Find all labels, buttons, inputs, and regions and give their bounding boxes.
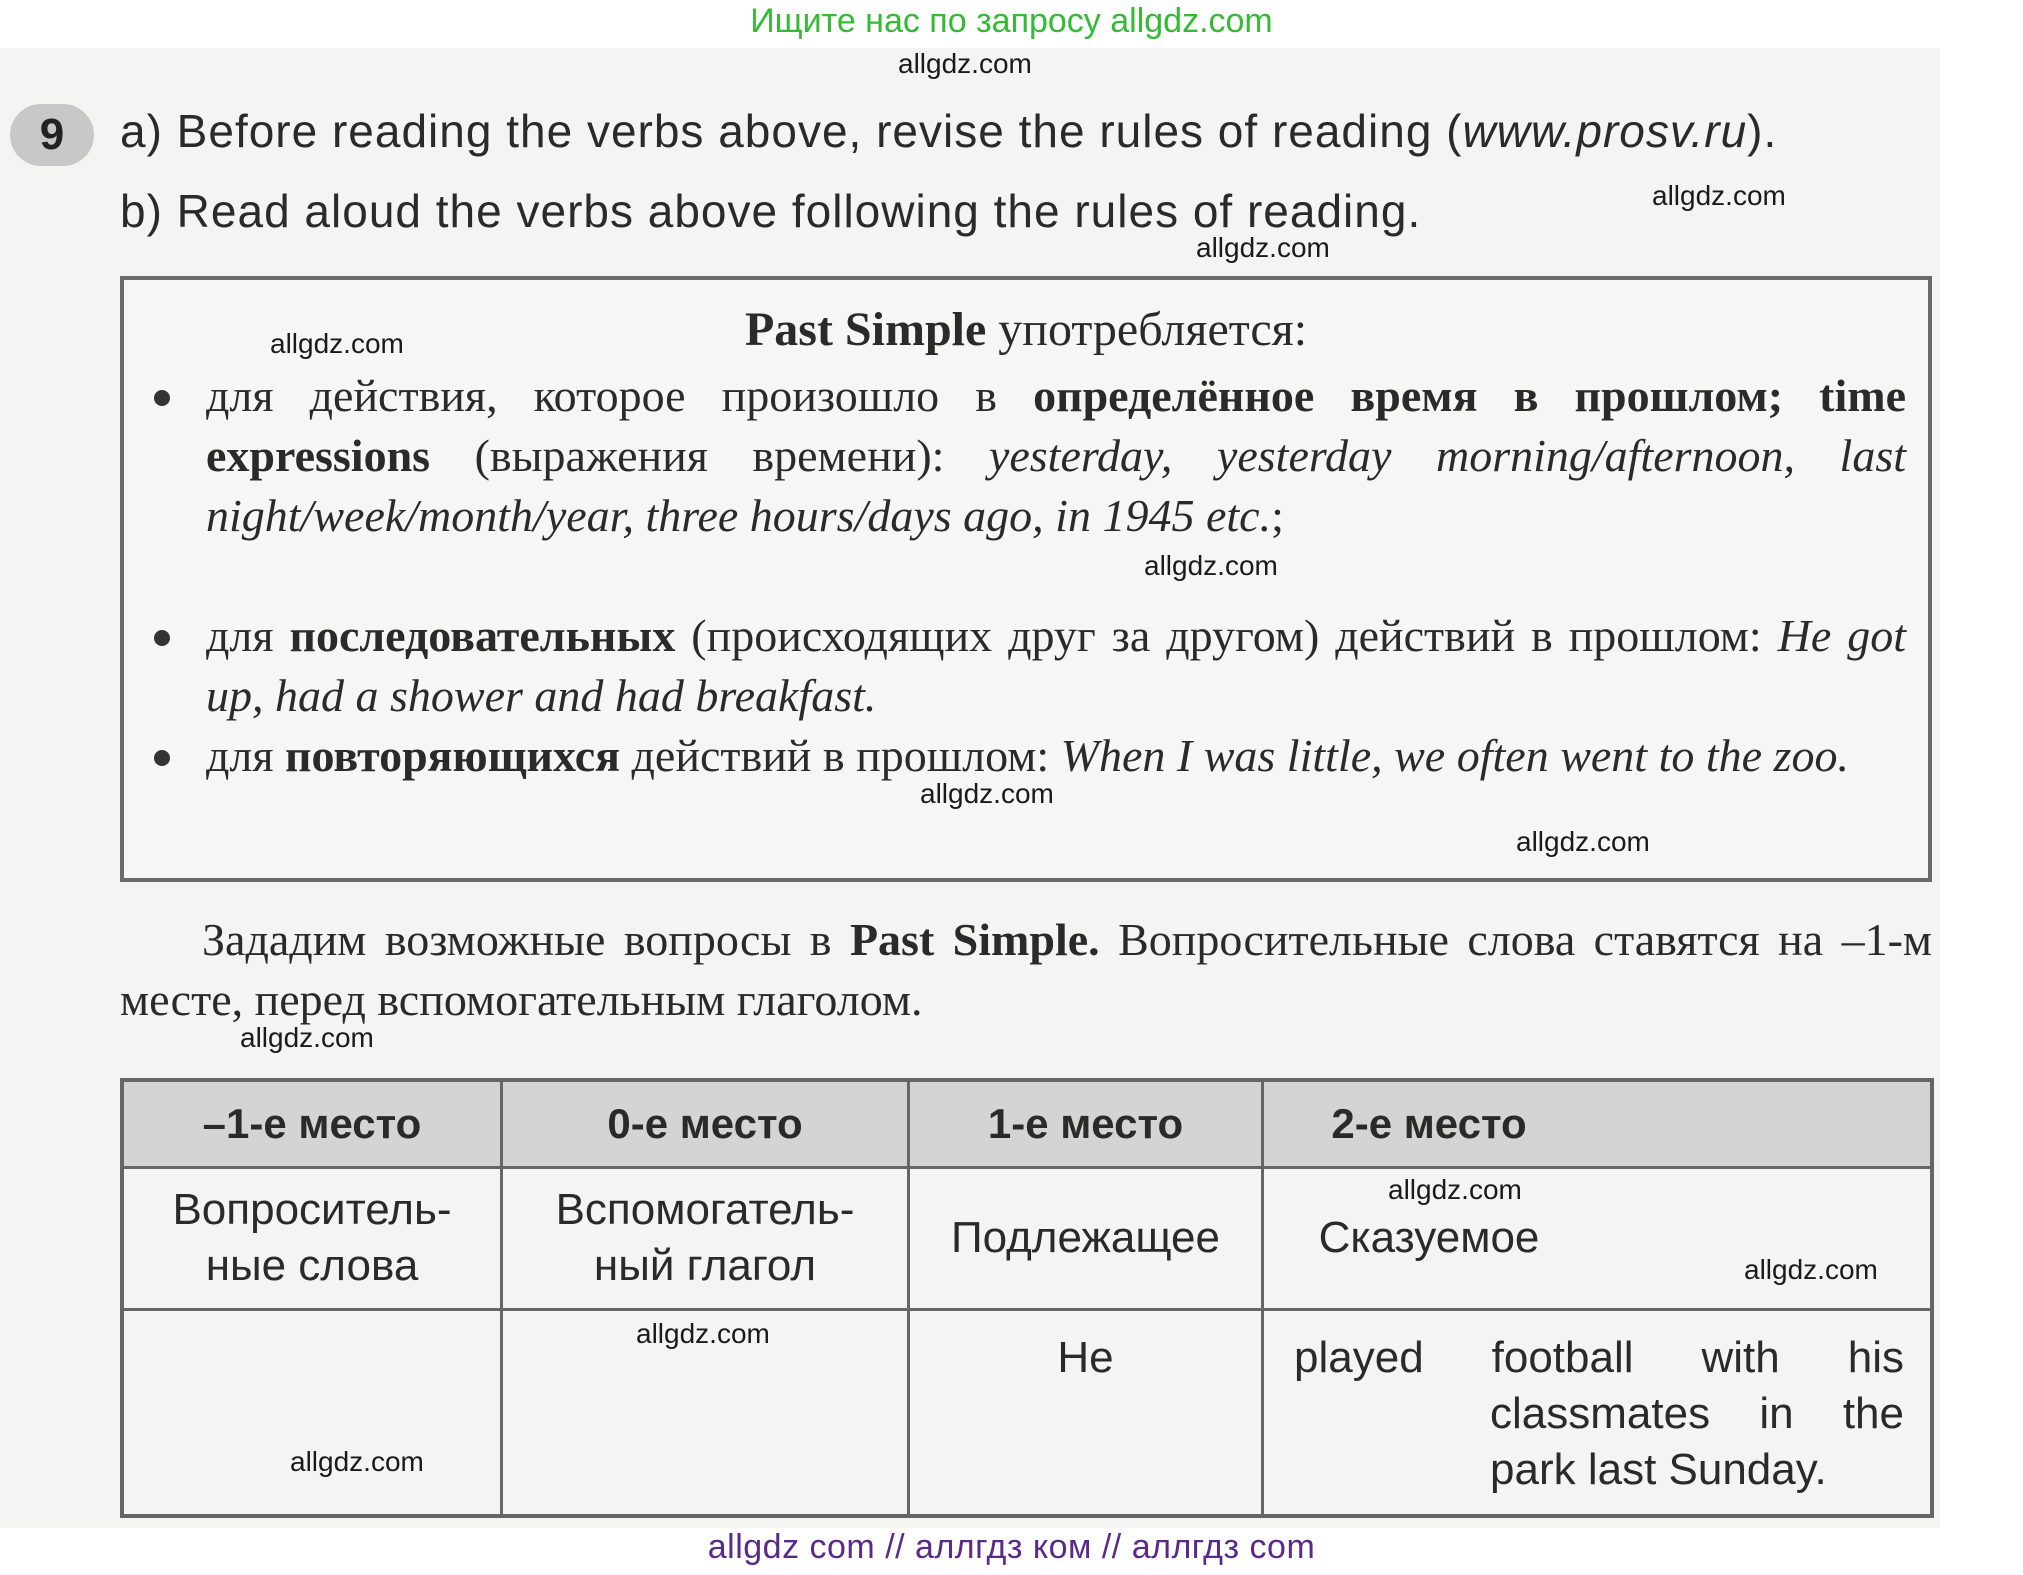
bullet1-text-2	[1783, 370, 1819, 421]
watermark: allgdz.com	[240, 1022, 374, 1053]
table-cell	[124, 1182, 500, 1294]
bullet2-bold: последовательных	[289, 610, 676, 661]
bullet3-italic: When I was little, we often went to the zoo.	[1060, 730, 1849, 781]
table-cell	[1294, 1330, 1904, 1498]
cell-line: park last Sunday.	[1490, 1445, 1827, 1494]
bullet3-bold: повторяющихся	[285, 730, 621, 781]
table-header-cell: 1-е место	[987, 1100, 1184, 1147]
table-divider	[124, 1166, 1930, 1169]
watermark: allgdz.com	[290, 1446, 424, 1477]
cell-line: Вспомогатель-	[555, 1185, 855, 1234]
top-banner: Ищите нас по запросу allgdz.com	[750, 2, 1273, 40]
bullet1-italic: yesterday, yesterday morning/afternoon, last night/week/month/year, three hours/days ago, in 1945 etc.	[206, 430, 1906, 541]
intro-bold: Past Simple.	[849, 914, 1100, 965]
watermark: allgdz.com	[920, 778, 1054, 809]
task-link: www.prosv.ru	[1462, 105, 1748, 157]
rule-bullet-2	[206, 606, 1906, 726]
table-cell	[503, 1182, 907, 1294]
bullet3-text-1: для	[206, 730, 286, 781]
table-divider	[124, 1308, 1930, 1311]
table-header-cell: –1-е место	[202, 1100, 422, 1147]
bullet1-text-4: ;	[1271, 490, 1284, 541]
table-header-cell: 0-е место	[607, 1100, 803, 1147]
watermark: allgdz.com	[270, 328, 404, 359]
bullet1-text-1: для действия, которое произошло в	[206, 370, 1034, 421]
cell-line: ные слова	[205, 1241, 419, 1290]
cell-line: classmates in the	[1490, 1389, 1904, 1438]
watermark: allgdz.com	[1144, 550, 1278, 581]
task-number-badge: 9	[10, 104, 94, 166]
rule-bullet-3	[206, 726, 1906, 786]
table-cell: Сказуемое	[1318, 1213, 1540, 1262]
rule-bullet-1	[206, 366, 1906, 546]
table-header-cell: 2-е место	[1331, 1100, 1527, 1147]
table-cell: Подлежащее	[950, 1213, 1220, 1262]
watermark: allgdz.com	[1388, 1174, 1522, 1205]
watermark: allgdz.com	[898, 48, 1032, 79]
task-line-a-suffix: ).	[1747, 105, 1778, 157]
cell-line: Вопроситель-	[172, 1185, 452, 1234]
intro-text-2: Вопросительные слова ставятся на –1-м месте, перед вспомогательным глаголом.	[120, 914, 1932, 1025]
bullet-dot-icon	[154, 390, 170, 406]
bullet3-text-2: действий в прошлом:	[620, 730, 1061, 781]
bullet1-text-3: (выражения времени):	[430, 430, 989, 481]
rule-title-rest: употребляется:	[986, 303, 1308, 356]
task-line-a-prefix: a) Before reading the verbs above, revise the rules of reading (	[120, 105, 1463, 157]
bullet2-text-1: для	[206, 610, 290, 661]
bullet-dot-icon	[154, 750, 170, 766]
intro-paragraph	[120, 910, 1932, 1030]
bullet-dot-icon	[154, 630, 170, 646]
watermark: allgdz.com	[1196, 232, 1330, 263]
cell-line: ный глагол	[593, 1241, 817, 1290]
task-line-a	[120, 104, 1777, 158]
rule-title-bold: Past Simple	[744, 303, 987, 356]
watermark: allgdz.com	[636, 1318, 770, 1349]
bullet2-text-2: (происходящих друг за другом) действий в прошлом:	[675, 610, 1778, 661]
cell-line: played football with his	[1294, 1333, 1904, 1382]
bullet2-italic: He got up, had a shower and had breakfast.	[206, 610, 1906, 721]
bullet1-bold-1: определённое время в прошлом;	[1033, 370, 1784, 421]
bottom-banner: allgdz com // аллгдз ком // аллгдз com	[707, 1528, 1316, 1566]
watermark: allgdz.com	[1516, 826, 1650, 857]
table-cell: He	[1057, 1333, 1114, 1382]
task-line-b: b) Read aloud the verbs above following the rules of reading.	[120, 185, 1422, 237]
bullet1-bold-2: time expressions	[206, 370, 1906, 481]
intro-text-1: Зададим возможные вопросы в	[202, 914, 850, 965]
watermark: allgdz.com	[1652, 180, 1786, 211]
watermark: allgdz.com	[1744, 1254, 1878, 1285]
